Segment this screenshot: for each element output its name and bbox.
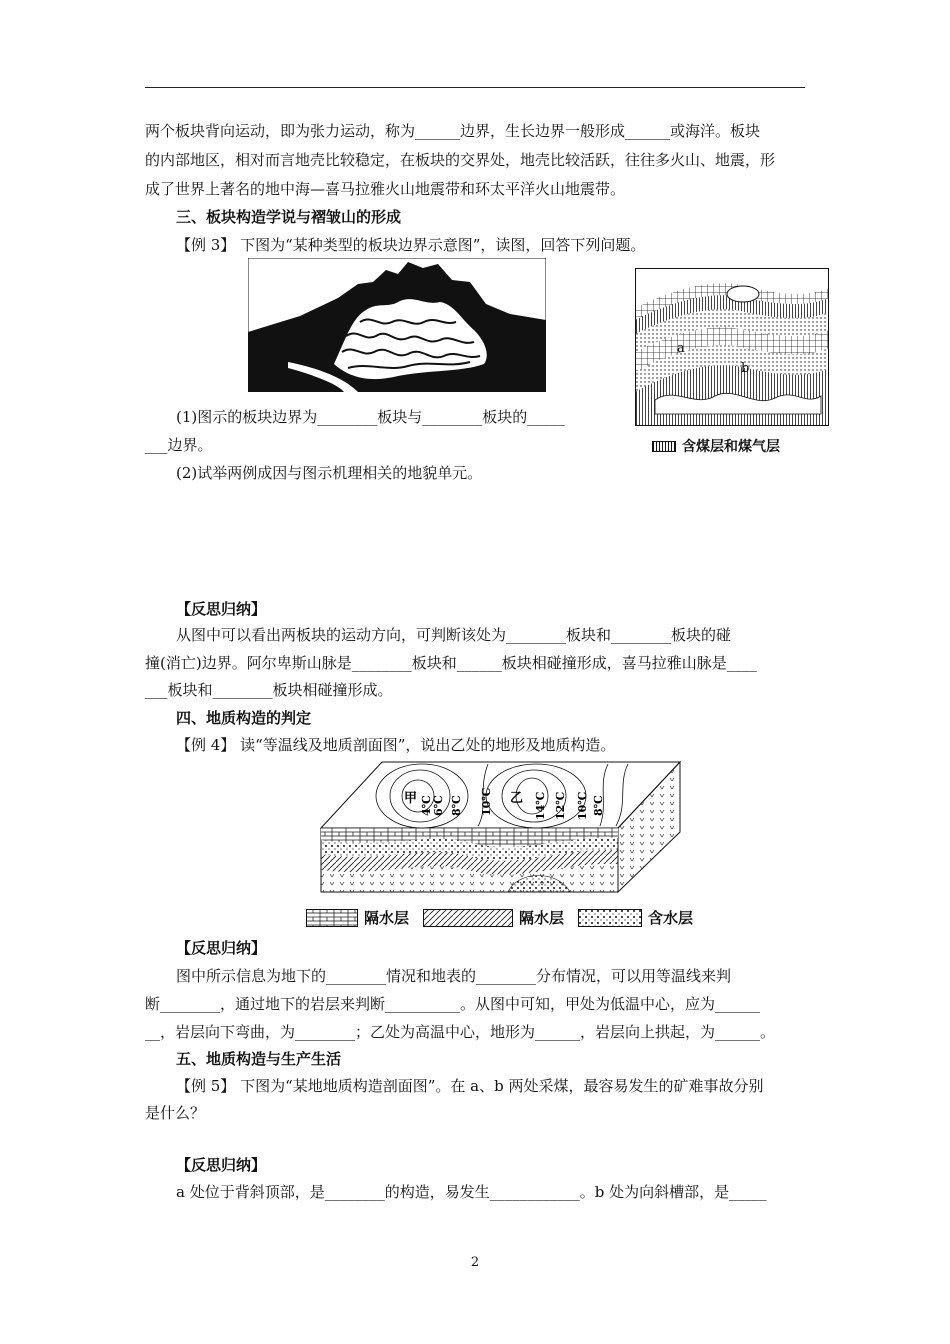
iso-label: 10℃ bbox=[576, 791, 589, 820]
section-heading-4: 四、地质构造的判定 bbox=[176, 709, 312, 727]
iso-label: 6℃ bbox=[432, 795, 445, 816]
header-rule bbox=[145, 87, 805, 88]
iso-label: 8℃ bbox=[592, 795, 605, 816]
coal-section-figure bbox=[635, 268, 829, 426]
text-line: 断________，通过地下的岩层来判断__________。从图中可知，甲处为低温中心，应为______ bbox=[145, 995, 761, 1013]
iso-label: 8℃ bbox=[450, 795, 463, 816]
text-line: 成了世界上著名的地中海—喜马拉雅火山地震带和环太平洋火山地震带。 bbox=[145, 180, 626, 198]
example-5-prompt: 【例 5】 下图为“某地地质构造剖面图”。在 a、b 两处采煤，最容易发生的矿难事故分别 bbox=[176, 1077, 764, 1095]
legend-label: 隔水层 bbox=[519, 909, 565, 927]
text-line: 是什么？ bbox=[145, 1104, 206, 1122]
text-line: ___板块和________板块相碰撞形成。 bbox=[145, 681, 393, 699]
isotherm-figure bbox=[318, 760, 684, 900]
iso-label: 10℃ bbox=[480, 787, 493, 816]
question-2: (2)试举两例成因与图示机理相关的地貌单元。 bbox=[176, 464, 483, 482]
iso-label: 12℃ bbox=[554, 791, 567, 820]
reflection-heading: 【反思归纳】 bbox=[176, 1156, 267, 1174]
iso-label: 14℃ bbox=[534, 791, 547, 820]
section-heading-3: 三、板块构造学说与褶皱山的形成 bbox=[176, 208, 402, 226]
text-line: 从图中可以看出两板块的运动方向，可判断该处为________板块和________板块的碰 bbox=[176, 626, 732, 644]
text-line: a 处位于背斜顶部，是________的构造，易发生____________。b 处为向斜槽部，是_____ bbox=[176, 1183, 767, 1201]
text-line: 两个板块背向运动，即为张力运动，称为______边界，生长边界一般形成______或海洋。板块 bbox=[145, 122, 761, 140]
reflection-heading: 【反思归纳】 bbox=[176, 939, 267, 957]
text-line: 图中所示信息为地下的________情况和地表的________分布情况，可以用等温线来判 bbox=[176, 967, 732, 985]
legend-label: 隔水层 bbox=[364, 909, 410, 927]
example-3-prompt: 【例 3】 下图为“某种类型的板块边界示意图”，读图，回答下列问题。 bbox=[176, 236, 646, 254]
label-yi: 乙 bbox=[510, 791, 524, 806]
hatch-swatch bbox=[423, 909, 513, 927]
brick-swatch bbox=[306, 909, 358, 927]
example-4-prompt: 【例 4】 读“等温线及地质剖面图”，说出乙处的地形及地质构造。 bbox=[176, 736, 616, 754]
question-1-cont: ___边界。 bbox=[145, 436, 213, 454]
text-line: 的内部地区，相对而言地壳比较稳定，在板块的交界处，地壳比较活跃，往往多火山、地震，形 bbox=[145, 151, 776, 169]
iso-label: 4℃ bbox=[420, 795, 433, 816]
text-line: __，岩层向下弯曲，为________；乙处为高温中心，地形为______，岩层向上拱起，为______。 bbox=[145, 1023, 776, 1041]
plate-boundary-figure bbox=[248, 258, 546, 392]
sand-swatch bbox=[578, 909, 642, 927]
text-line: 撞(消亡)边界。阿尔卑斯山脉是________板块和______板块相碰撞形成，喜马拉雅山脉是____ bbox=[145, 654, 757, 672]
question-1: (1)图示的板块边界为________板块与________板块的_____ bbox=[176, 408, 565, 426]
legend-label: 含水层 bbox=[648, 909, 694, 927]
section-heading-5: 五、地质构造与生产生活 bbox=[176, 1050, 342, 1068]
page-number: 2 bbox=[470, 1255, 480, 1270]
reflection-heading: 【反思归纳】 bbox=[176, 600, 267, 618]
coal-legend-label: 含煤层和煤气层 bbox=[682, 439, 780, 455]
label-a: a bbox=[677, 341, 685, 356]
isotherm-legend bbox=[306, 907, 693, 928]
coal-legend-swatch bbox=[652, 441, 676, 452]
coal-legend bbox=[652, 436, 780, 456]
label-jia: 甲 bbox=[404, 791, 418, 806]
label-b: b bbox=[741, 361, 750, 376]
